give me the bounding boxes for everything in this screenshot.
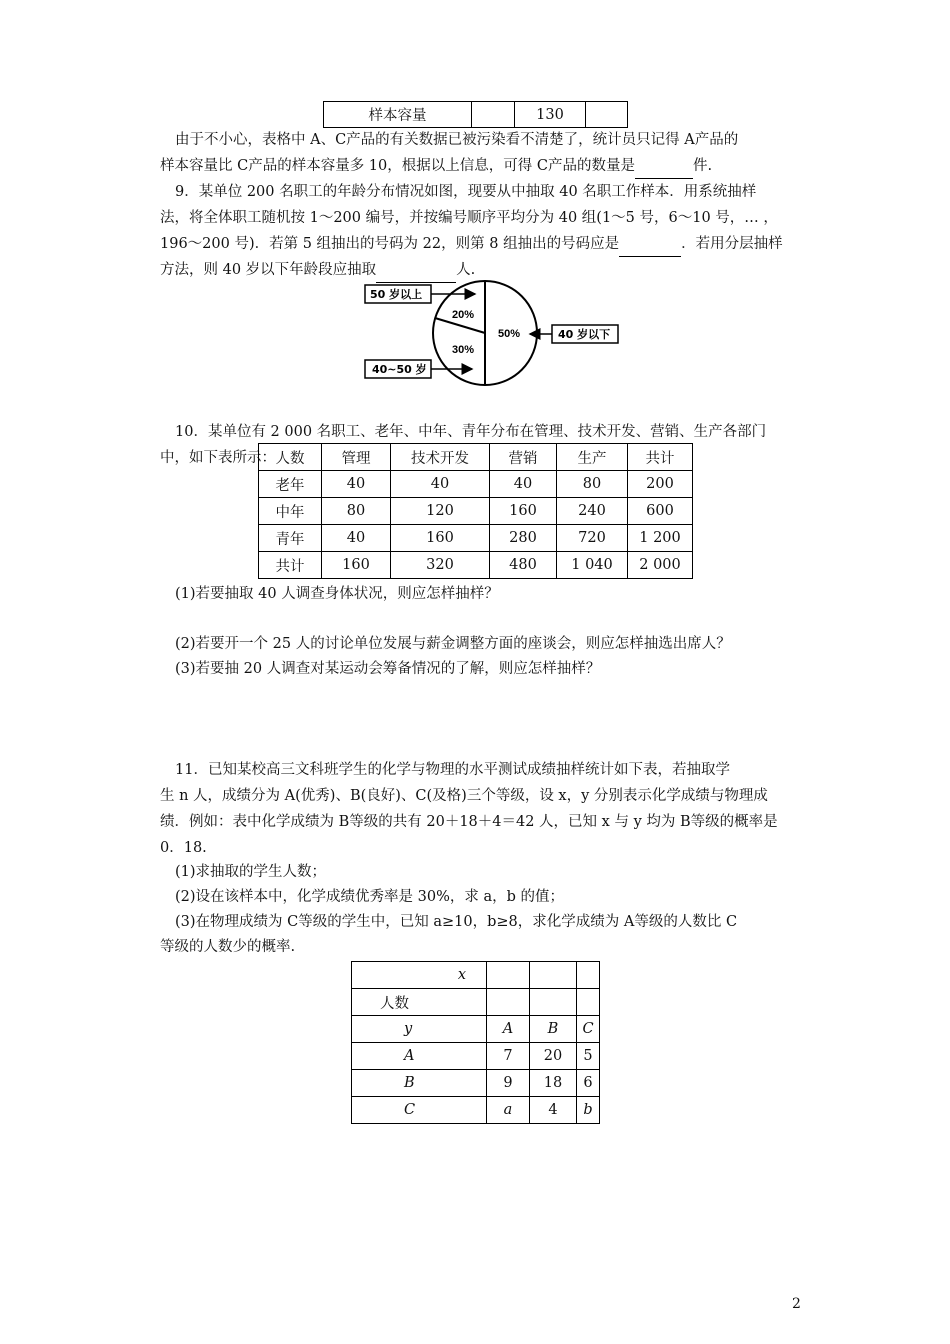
table-cell: 老年 [259, 471, 322, 498]
table-cell [530, 989, 577, 1016]
pie-pct-over50: 20% [452, 309, 475, 321]
table-cell: a [487, 1097, 530, 1124]
table-row [352, 1097, 600, 1124]
q11-line2: 生 n 人，成绩分为 A(优秀)、B(良好)、C(及格)三个等级，设 x，y 分别表示化学成绩与物理成 [160, 788, 768, 804]
table-cell: 40 [322, 525, 391, 552]
pie-pct-under40: 50% [498, 328, 521, 340]
table-cell: 240 [557, 498, 628, 525]
row-label: A [352, 1043, 487, 1070]
table-cell [487, 989, 530, 1016]
table-cell [577, 989, 600, 1016]
header-cell: C [577, 1016, 600, 1043]
table-row [259, 552, 693, 579]
x-axis-label: x [352, 962, 487, 989]
table-row [352, 1070, 600, 1097]
table-cell: 720 [557, 525, 628, 552]
q10-sub1: (1)若要抽取 40 人调查身体状况，则应怎样抽样？ [175, 586, 499, 602]
table-header-row [259, 444, 693, 471]
table-cell: 1 200 [628, 525, 693, 552]
count-label: 人数 [352, 989, 487, 1016]
table-cell: 80 [322, 498, 391, 525]
q10-sub2: (2)若要开一个 25 人的讨论单位发展与薪金调整方面的座谈会，则应怎样抽选出席人？ [175, 636, 731, 652]
table-cell: 160 [490, 498, 557, 525]
q11-sub3-cont: 等级的人数少的概率. [160, 939, 296, 955]
table-cell: 共计 [259, 552, 322, 579]
table-cell [577, 962, 600, 989]
y-axis-label: y [352, 1016, 487, 1043]
score-table [351, 961, 600, 1124]
q8-answer-blank [635, 154, 693, 179]
q9-line3 [160, 232, 810, 257]
table-row [259, 525, 693, 552]
table-cell: 120 [391, 498, 490, 525]
table-cell: 青年 [259, 525, 322, 552]
table-cell: 18 [530, 1070, 577, 1097]
sample-size-b: 130 [515, 102, 586, 128]
table-row [259, 498, 693, 525]
q9-line3-a: 196～200 号)．若第 5 组抽出的号码为 22，则第 8 组抽出的号码应是 [160, 236, 620, 252]
q11-sub2: (2)设在该样本中，化学成绩优秀率是 30%，求 a，b 的值； [175, 889, 565, 905]
pie-pct-40-50: 30% [452, 344, 475, 356]
header-cell: 共计 [628, 444, 693, 471]
q11-line3: 绩．例如：表中化学成绩为 B等级的共有 20＋18＋4＝42 人，已知 x 与 y 均为 B等级的概率是 [160, 814, 778, 830]
table-cell: 480 [490, 552, 557, 579]
q11-sub1: (1)求抽取的学生人数； [175, 864, 327, 880]
table-cell: 6 [577, 1070, 600, 1097]
q11-line4: 0．18. [160, 840, 207, 856]
header-cell: 营销 [490, 444, 557, 471]
table-cell: 2 000 [628, 552, 693, 579]
table-cell: 200 [628, 471, 693, 498]
header-cell: B [530, 1016, 577, 1043]
table-cell: 80 [557, 471, 628, 498]
table-cell: 160 [391, 525, 490, 552]
q8-line2-b: 件. [692, 158, 713, 174]
label-over50: 50 岁以上 [370, 288, 423, 301]
q9-line1: 9．某单位 200 名职工的年龄分布情况如图，现要从中抽取 40 名职工作样本．用系统抽样 [175, 184, 757, 200]
row-label: B [352, 1070, 487, 1097]
table-cell: 160 [322, 552, 391, 579]
table-cell: 中年 [259, 498, 322, 525]
header-cell: A [487, 1016, 530, 1043]
q10-sub3: (3)若要抽 20 人调查对某运动会筹备情况的了解，则应怎样抽样？ [175, 661, 601, 677]
header-cell: 技术开发 [391, 444, 490, 471]
sample-size-label: 样本容量 [324, 102, 472, 128]
q11-sub3: (3)在物理成绩为 C等级的学生中，已知 a≥10，b≥8，求化学成绩为 A等级的人数比 C [175, 914, 738, 930]
table-cell: 20 [530, 1043, 577, 1070]
q11-line1: 11．已知某校高三文科班学生的化学与物理的水平测试成绩抽样统计如下表，若抽取学 [175, 762, 730, 778]
row-label: C [352, 1097, 487, 1124]
table-row [352, 1043, 600, 1070]
sample-size-c [586, 102, 628, 128]
header-cell: 管理 [322, 444, 391, 471]
q9-answer-blank-1 [619, 232, 681, 257]
table-cell [530, 962, 577, 989]
q10-line2: 中，如下表所示： [160, 450, 276, 466]
table-cell: 4 [530, 1097, 577, 1124]
header-cell: 人数 [259, 444, 322, 471]
table-cell: 1 040 [557, 552, 628, 579]
table-row [259, 471, 693, 498]
sample-size-table [323, 101, 628, 128]
table-cell: 40 [391, 471, 490, 498]
table-cell: 40 [490, 471, 557, 498]
table-cell: 7 [487, 1043, 530, 1070]
q9-line4-b: 人. [456, 262, 476, 278]
label-40-50: 40~50 岁 [372, 363, 427, 376]
table-cell: b [577, 1097, 600, 1124]
age-pie-chart [360, 280, 630, 390]
header-cell: 生产 [557, 444, 628, 471]
table-cell: 40 [322, 471, 391, 498]
page-number: 2 [792, 1296, 801, 1312]
table-cell: 320 [391, 552, 490, 579]
table-cell: 9 [487, 1070, 530, 1097]
q8-line2-a: 样本容量比 C产品的样本容量多 10，根据以上信息，可得 C产品的数量是 [160, 158, 635, 174]
q9-line2: 法，将全体职工随机按 1～200 编号，并按编号顺序平均分为 40 组(1～5 号，6～10 号，… ， [160, 210, 778, 226]
q9-line3-b: ．若用分层抽样 [681, 236, 783, 252]
table-cell: 280 [490, 525, 557, 552]
table-cell: 600 [628, 498, 693, 525]
q8-line2 [160, 154, 810, 179]
sample-size-a [472, 102, 515, 128]
table-cell [487, 962, 530, 989]
table-cell: 5 [577, 1043, 600, 1070]
q10-line1: 10．某单位有 2 000 名职工、老年、中年、青年分布在管理、技术开发、营销、生产各部门 [175, 424, 767, 440]
label-under40: 40 岁以下 [558, 328, 611, 341]
q8-line1: 由于不小心，表格中 A、C产品的有关数据已被污染看不清楚了，统计员只记得 A产品的 [175, 132, 739, 148]
staff-distribution-table [258, 443, 693, 579]
q9-line4-a: 方法，则 40 岁以下年龄段应抽取 [160, 262, 377, 278]
